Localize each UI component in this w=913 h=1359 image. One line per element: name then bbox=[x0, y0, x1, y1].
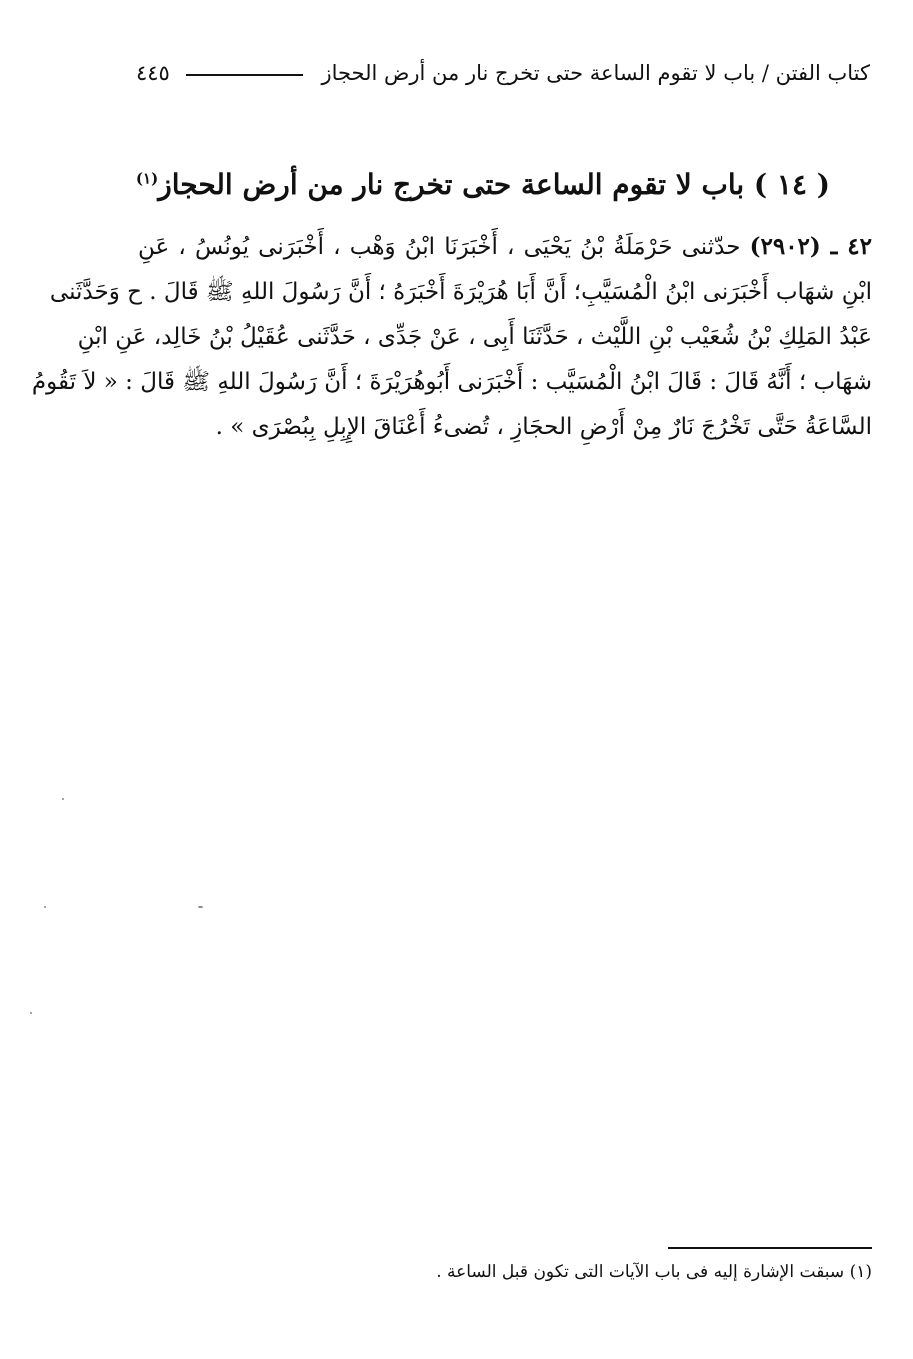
header-rule bbox=[186, 74, 304, 76]
scan-speck bbox=[30, 1012, 32, 1014]
hadith-line bbox=[138, 224, 872, 270]
heading-footnote-marker: (١) bbox=[135, 169, 159, 188]
footnote-rule bbox=[668, 1247, 872, 1249]
footnote-text: سبقت الإشارة إليه فى باب الآيات التى تكون قبل الساعة . bbox=[436, 1262, 845, 1282]
running-title: كتاب الفتن / باب لا تقوم الساعة حتى تخرج نار من أرض الحجاز bbox=[321, 61, 870, 85]
chapter-heading bbox=[135, 168, 830, 201]
scan-speck bbox=[44, 906, 46, 908]
hadith-line-text: حدّثنى حَرْمَلَةُ بْنُ يَحْيَى ، أَخْبَرَنَا ابْنُ وَهْب ، أَخْبَرَنى يُونُسُ ، عَنِ bbox=[138, 234, 741, 260]
hadith-line: ابْنِ شهَاب أَخْبَرَنى ابْنُ الْمُسَيَّبِ؛ أَنَّ أَبَا هُرَيْرَةَ أَخْبَرَهُ ؛ أَنَّ رَسُولَ اللهِ ﷺ قَالَ . ح وَحَدَّثَنى bbox=[49, 279, 872, 305]
hadith-text bbox=[31, 224, 873, 450]
footnote-marker: (١) bbox=[849, 1262, 872, 1282]
scan-speck bbox=[62, 798, 64, 800]
hadith-line: السَّاعَةُ حَتَّى تَخْرُجَ نَارٌ مِنْ أَرْضِ الحجَازِ ، تُضىءُ أَعْنَاقَ الإِبِلِ بِبُصْرَى » . bbox=[215, 414, 872, 440]
scan-speck bbox=[198, 906, 203, 908]
hadith-line: عَبْدُ المَلِكِ بْنُ شُعَيْب بْنِ اللَّيْث ، حَدَّثَنَا أَبِى ، عَنْ جَدِّى ، حَدَّثَنى عُقَيْلُ بْنُ خَالِد، عَنِ ابْنِ bbox=[77, 324, 872, 350]
page-number: ٤٤٥ bbox=[136, 61, 170, 85]
chapter-heading-text: ( ١٤ ) باب لا تقوم الساعة حتى تخرج نار من أرض الحجاز bbox=[158, 168, 830, 201]
hadith-line: شهَاب ؛ أَنَّهُ قَالَ : قَالَ ابْنُ الْمُسَيَّب : أَخْبَرَنى أَبُوهُرَيْرَةَ ؛ أَنَّ رَسُولَ اللهِ ﷺ قَالَ : « لاَ تَقُومُ bbox=[31, 369, 872, 395]
footnote bbox=[300, 1262, 872, 1282]
hadith-number: ٤٢ ـ (٢٩٠٢) bbox=[749, 233, 873, 260]
running-header bbox=[136, 56, 870, 90]
